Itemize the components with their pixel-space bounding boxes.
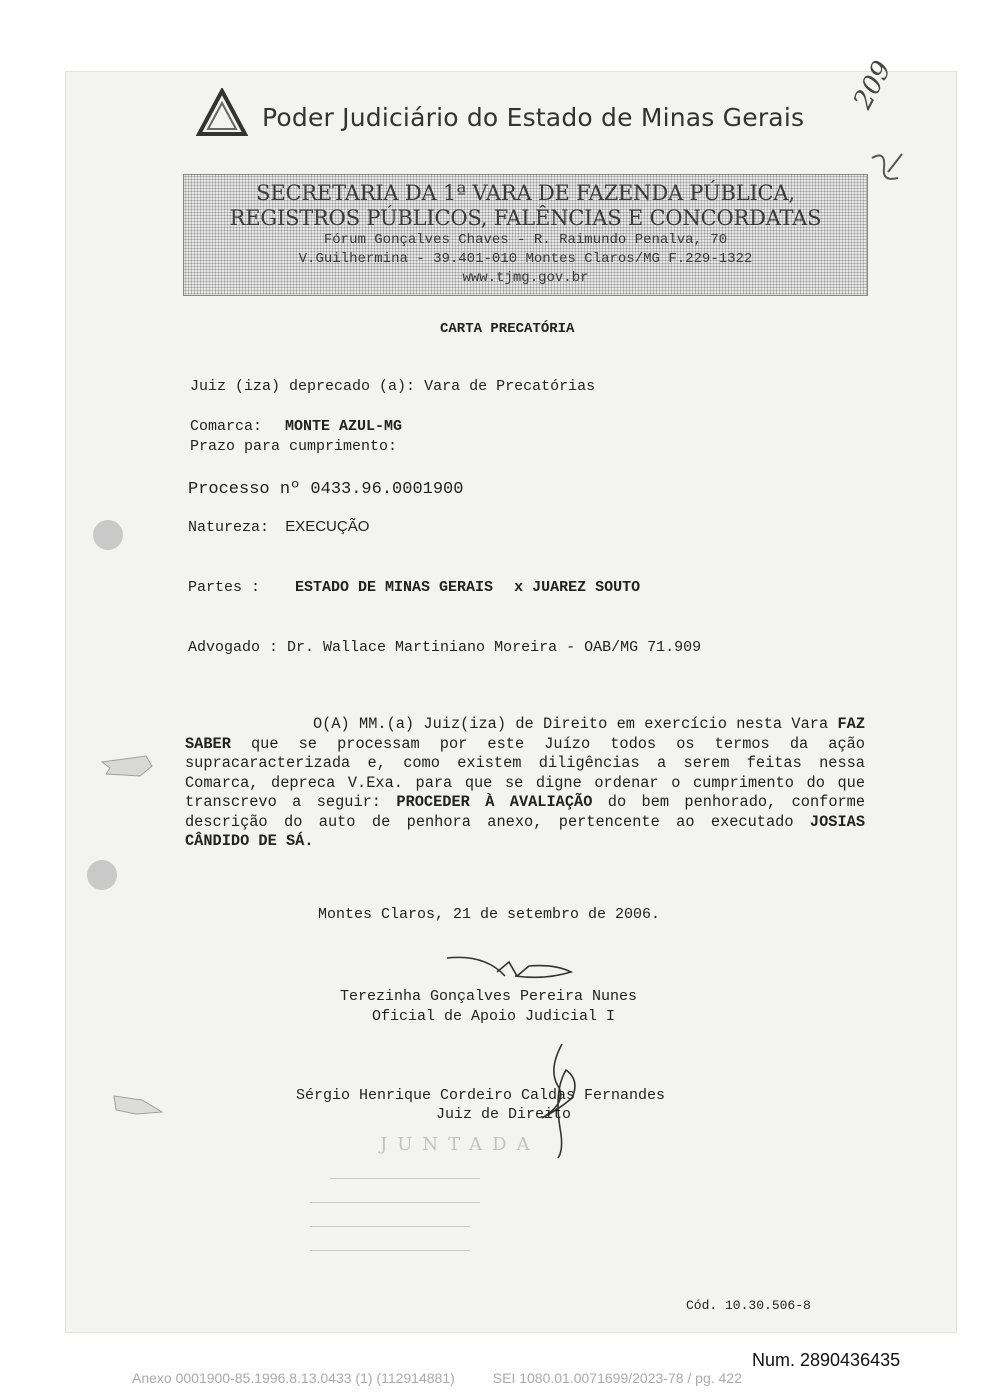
footer-right: SEI 1080.01.0071699/2023-78 / pg. 422 bbox=[492, 1370, 742, 1386]
page-number-mark: 209 bbox=[848, 56, 898, 115]
body-part-3: do bem penhorado, conforme descrição do auto de penhora anexo, pertencente ao executado bbox=[185, 793, 866, 831]
partes-label: Partes : bbox=[188, 579, 261, 596]
secretaria-header-box bbox=[183, 174, 868, 296]
partes-separator: x bbox=[514, 579, 524, 596]
partes-a: ESTADO DE MINAS GERAIS bbox=[295, 579, 494, 596]
secretaria-line-2: REGISTROS PÚBLICOS, FALÊNCIAS E CONCORDATAS bbox=[229, 206, 822, 230]
secretaria-city: V.Guilhermina - 39.401-010 Montes Claros/MG F.229-1322 bbox=[298, 251, 753, 267]
document-number: Num. 2890436435 bbox=[752, 1350, 901, 1370]
body-part-1: O(A) MM.(a) Juiz(iza) de Direito em exercício nesta Vara bbox=[313, 715, 829, 733]
processo-field bbox=[188, 480, 463, 499]
advogado-field bbox=[188, 639, 701, 656]
punch-hole-top bbox=[93, 520, 123, 550]
processo-value: 0433.96.0001900 bbox=[310, 480, 464, 499]
judge-role: Juiz de Direito bbox=[436, 1106, 572, 1123]
torn-edge-icon bbox=[112, 1092, 172, 1122]
body-paragraph bbox=[185, 715, 865, 852]
comarca-field bbox=[190, 418, 402, 435]
footer-reference bbox=[132, 1370, 742, 1386]
body-part-2: que se processam por este Juízo todos os termos da ação supracaracterizada e, como existem diligências a serem feitas nessa Comarca, depreca V.Exa. para que se digne ordenar o cumprimento do que transcrevo a seguir: bbox=[185, 734, 865, 811]
form-code: Cód. 10.30.506-8 bbox=[686, 1298, 811, 1313]
partes-field bbox=[188, 579, 640, 596]
page-title: Poder Judiciário do Estado de Minas Gerais bbox=[262, 103, 805, 132]
official-name: Terezinha Gonçalves Pereira Nunes bbox=[340, 988, 638, 1005]
torn-edge-icon bbox=[100, 752, 160, 782]
date-line: Montes Claros, 21 de setembro de 2006. bbox=[318, 906, 661, 923]
natureza-label: Natureza: bbox=[188, 519, 270, 536]
secretaria-address: Fórum Gonçalves Chaves - R. Raimundo Penalva, 70 bbox=[323, 232, 728, 248]
proceder-avaliacao: PROCEDER À AVALIAÇÃO bbox=[396, 793, 593, 811]
prazo-field bbox=[190, 438, 397, 455]
juiz-field bbox=[190, 378, 595, 395]
juiz-value: Vara de Precatórias bbox=[424, 378, 596, 395]
executado-name: JOSIAS CÂNDIDO DE SÁ. bbox=[185, 812, 865, 850]
partes-b: JUAREZ SOUTO bbox=[532, 579, 641, 596]
comarca-value: MONTE AZUL-MG bbox=[285, 418, 403, 435]
handwritten-initial-icon bbox=[868, 148, 908, 188]
advogado-label: Advogado : bbox=[188, 639, 279, 656]
processo-label: Processo nº bbox=[188, 480, 301, 499]
prazo-label: Prazo para cumprimento: bbox=[190, 438, 398, 455]
natureza-value: EXECUÇÃO bbox=[285, 518, 370, 535]
juntada-stamp bbox=[300, 1130, 600, 1260]
punch-hole-bottom bbox=[87, 860, 117, 890]
official-role: Oficial de Apoio Judicial I bbox=[372, 1008, 616, 1025]
secretaria-line-1: SECRETARIA DA 1ª VARA DE FAZENDA PÚBLICA, bbox=[256, 181, 795, 205]
judge-name: Sérgio Henrique Cordeiro Caldas Fernandes bbox=[296, 1087, 666, 1104]
juiz-label: Juiz (iza) deprecado (a): bbox=[190, 378, 416, 395]
faz-saber: FAZ SABER bbox=[185, 715, 866, 753]
natureza-field bbox=[188, 518, 369, 536]
advogado-value: Dr. Wallace Martiniano Moreira - OAB/MG 71.909 bbox=[287, 639, 702, 656]
triangle-logo-icon bbox=[196, 88, 248, 138]
stamp-title: JUNTADA bbox=[380, 1134, 540, 1155]
footer-left: Anexo 0001900-85.1996.8.13.0433 (1) (112914881) bbox=[132, 1370, 455, 1386]
document-title: CARTA PRECATÓRIA bbox=[440, 321, 575, 337]
comarca-label: Comarca: bbox=[190, 418, 263, 435]
secretaria-website: www.tjmg.gov.br bbox=[462, 270, 589, 286]
